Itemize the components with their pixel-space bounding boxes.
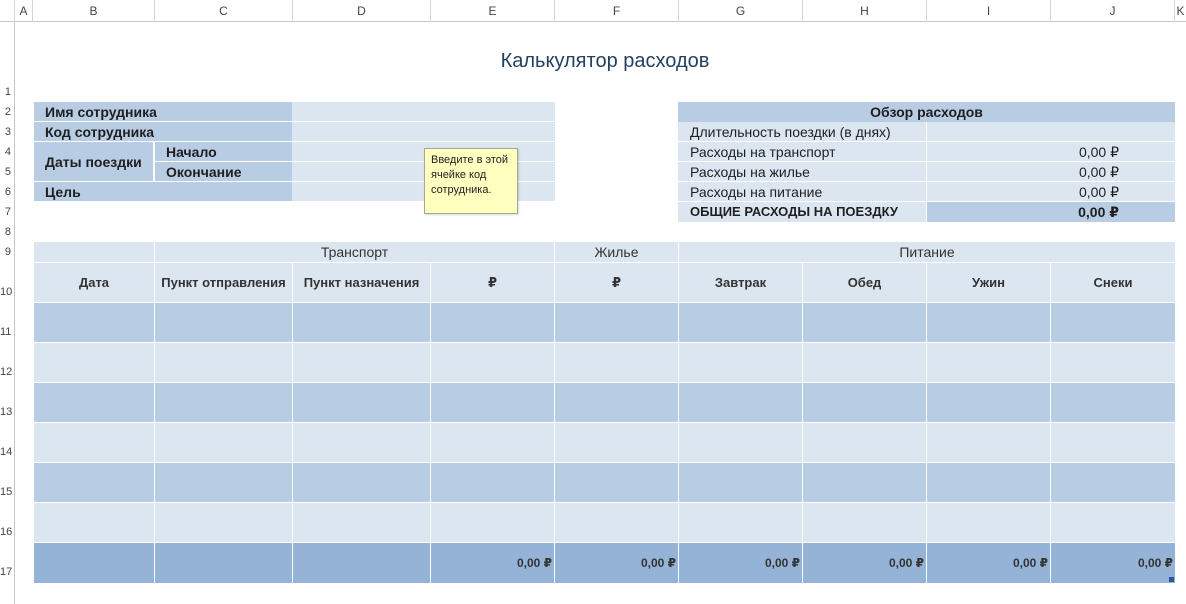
group-header-lodging: Жилье [555,242,679,262]
column-header-j[interactable]: J [1051,0,1175,22]
group-header-empty [34,242,155,262]
trip-start-label: Начало [155,142,292,162]
col-header-lunch[interactable]: Обед [803,262,927,302]
table-cell[interactable] [1051,382,1175,422]
table-cell[interactable] [155,422,293,462]
group-header-food: Питание [679,242,1175,262]
total-cell-transport: 0,00 ₽ [431,543,555,583]
table-cell[interactable] [1051,422,1175,462]
table-cell[interactable] [679,502,803,542]
table-cell[interactable] [555,342,679,382]
table-cell[interactable] [803,422,927,462]
column-header-c[interactable]: C [155,0,293,22]
row-header-12[interactable]: 12 [0,366,13,378]
purpose-label: Цель [34,182,292,202]
summary-transport-value: 0,00 ₽ [927,142,1175,162]
table-cell[interactable] [155,302,293,342]
col-header-destination[interactable]: Пункт назначения [293,262,431,302]
table-cell[interactable] [679,382,803,422]
table-cell[interactable] [803,382,927,422]
select-all-corner[interactable] [0,0,15,22]
table-cell[interactable] [555,462,679,502]
row-header-17[interactable]: 17 [0,566,13,578]
table-cell[interactable] [155,382,293,422]
table-cell[interactable] [679,302,803,342]
table-cell[interactable] [555,422,679,462]
summary-transport-label: Расходы на транспорт [678,142,927,162]
column-header-i[interactable]: I [927,0,1051,22]
row-header-4[interactable]: 4 [4,146,11,158]
table-cell[interactable] [34,302,155,342]
table-cell[interactable] [1051,462,1175,502]
column-header-b[interactable]: B [33,0,155,22]
table-cell[interactable] [293,462,431,502]
fill-handle[interactable] [1169,577,1174,582]
table-cell[interactable] [293,422,431,462]
column-header-e[interactable]: E [431,0,555,22]
table-cell[interactable] [927,342,1051,382]
employee-code-label: Код сотрудника [34,122,292,142]
total-cell-dinner: 0,00 ₽ [927,543,1051,583]
row-header-2[interactable]: 2 [4,106,11,118]
table-cell[interactable] [431,502,555,542]
table-cell[interactable] [431,302,555,342]
employee-name-input[interactable] [292,102,555,122]
row-header-14[interactable]: 14 [0,446,13,458]
table-cell[interactable] [34,382,155,422]
table-cell[interactable] [155,462,293,502]
column-header-k[interactable]: K [1176,4,1185,18]
table-cell[interactable] [293,382,431,422]
row-header-5[interactable]: 5 [4,166,11,178]
table-cell[interactable] [927,462,1051,502]
row-header-10[interactable]: 10 [0,286,13,298]
row-header-16[interactable]: 16 [0,526,13,538]
table-cell[interactable] [293,302,431,342]
total-cell-departure [155,543,293,583]
table-cell[interactable] [803,502,927,542]
summary-meals-value: 0,00 ₽ [927,182,1175,202]
table-cell[interactable] [34,422,155,462]
row-header-13[interactable]: 13 [0,406,13,418]
col-header-date[interactable]: Дата [34,262,155,302]
total-cell-lodging: 0,00 ₽ [555,543,679,583]
col-header-snacks[interactable]: Снеки [1051,262,1175,302]
col-header-breakfast[interactable]: Завтрак [679,262,803,302]
summary-duration-value [927,122,1175,142]
table-cell[interactable] [555,502,679,542]
trip-end-label: Окончание [155,162,292,182]
row-header-3[interactable]: 3 [4,126,11,138]
table-cell[interactable] [927,382,1051,422]
table-cell[interactable] [155,342,293,382]
summary-lodging-value: 0,00 ₽ [927,162,1175,182]
row-header-8[interactable]: 8 [4,226,11,238]
column-header-f[interactable]: F [555,0,679,22]
table-cell[interactable] [155,502,293,542]
table-cell[interactable] [1051,502,1175,542]
table-cell[interactable] [431,462,555,502]
table-cell[interactable] [34,342,155,382]
table-cell[interactable] [803,342,927,382]
summary-total-label: ОБЩИЕ РАСХОДЫ НА ПОЕЗДКУ [678,202,927,222]
col-header-lodging-cost[interactable]: ₽ [555,262,679,302]
total-cell-date [34,543,155,583]
table-cell[interactable] [293,342,431,382]
summary-lodging-label: Расходы на жилье [678,162,927,182]
page-title: Калькулятор расходов [500,50,710,72]
table-cell[interactable] [803,302,927,342]
row-header-6[interactable]: 6 [4,186,11,198]
employee-code-input[interactable] [292,122,555,142]
table-cell[interactable] [1051,302,1175,342]
group-header-transport: Транспорт [155,242,555,262]
input-hint-tooltip: Введите в этой ячейке код сотрудника. [424,148,518,214]
table-cell[interactable] [431,382,555,422]
col-header-transport-cost[interactable]: ₽ [431,262,555,302]
table-cell[interactable] [679,422,803,462]
col-header-dinner[interactable]: Ужин [927,262,1051,302]
table-cell[interactable] [34,462,155,502]
expense-summary-header: Обзор расходов [678,102,1175,122]
row-header-1[interactable]: 1 [4,86,11,98]
table-cell[interactable] [34,502,155,542]
table-cell[interactable] [803,462,927,502]
table-cell[interactable] [679,342,803,382]
summary-meals-label: Расходы на питание [678,182,927,202]
total-cell-snacks: 0,00 ₽ [1051,543,1175,583]
summary-total-value: 0,00 ₽ [927,202,1175,222]
table-cell[interactable] [555,382,679,422]
table-cell[interactable] [927,422,1051,462]
trip-dates-label: Даты поездки [34,142,154,182]
row-header-11[interactable]: 11 [0,326,12,338]
table-cell[interactable] [431,342,555,382]
total-cell-breakfast: 0,00 ₽ [679,543,803,583]
table-cell[interactable] [927,502,1051,542]
row-header-15[interactable]: 15 [0,486,13,498]
table-cell[interactable] [927,302,1051,342]
row-header-7[interactable]: 7 [4,206,11,218]
column-header-d[interactable]: D [293,0,431,22]
total-cell-destination [293,543,431,583]
col-header-departure[interactable]: Пункт отправления [155,262,293,302]
table-cell[interactable] [431,422,555,462]
column-header-a[interactable]: A [15,0,33,22]
column-header-h[interactable]: H [803,0,927,22]
employee-name-label: Имя сотрудника [34,102,292,122]
table-cell[interactable] [555,302,679,342]
row-header-9[interactable]: 9 [4,246,11,258]
table-cell[interactable] [293,502,431,542]
total-cell-lunch: 0,00 ₽ [803,543,927,583]
table-cell[interactable] [1051,342,1175,382]
column-header-g[interactable]: G [679,0,803,22]
column-header-bar [0,0,1186,22]
table-cell[interactable] [679,462,803,502]
summary-duration-label: Длительность поездки (в днях) [678,122,927,142]
